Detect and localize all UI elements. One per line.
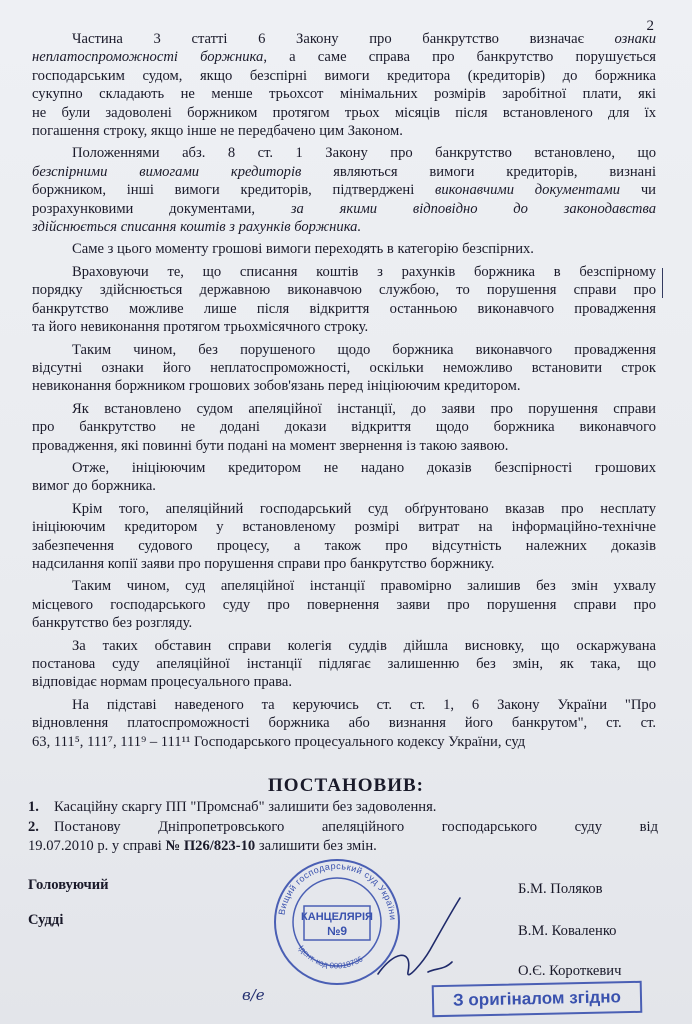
- text-line: Отже, ініціюючим кредитором не надано доказів безспірності грошових: [72, 459, 656, 476]
- text-line: відповідає нормам процесуального права.: [32, 674, 292, 691]
- paragraph: [32, 577, 656, 632]
- text-line: На підставі наведеного та керуючись ст. ст. 1, 6 Закону України "Про: [72, 696, 656, 713]
- text-line: Враховуючи те, що списання коштів з рахунків боржника в безспірному: [72, 263, 656, 280]
- text-line: Крім того, апеляційний господарський суд обґрунтовано вказав про несплату: [72, 500, 656, 517]
- text-line: та його невиконання протягом трьохмісячного строку.: [32, 319, 369, 336]
- presiding-label: Головуючий: [28, 877, 109, 893]
- resolution-item-number: 2.: [28, 819, 39, 836]
- text-line: Як встановлено судом апеляційної інстанції, до заяви про порушення справи: [72, 400, 656, 417]
- text-line: здійснюється списання коштів з рахунків боржника.: [32, 219, 362, 236]
- text-line: провадження, які повинні бути подані на момент звернення із такою заявою.: [32, 437, 509, 454]
- judges-label: Судді: [28, 912, 64, 928]
- text-line: Таким чином, без порушеного щодо боржника виконавчого провадження: [72, 341, 656, 358]
- stamp-ident-text: Ідент. код 00018736: [296, 943, 365, 971]
- resolution-item-1: [28, 798, 658, 816]
- case-number: № П26/823-10: [165, 837, 256, 854]
- text-line: розрахунковими документами, за якими відповідно до законодавства: [32, 200, 656, 217]
- text-line: боржником, інші вимоги кредиторів, підтверджені виконавчими документами чи: [32, 182, 656, 199]
- text-line: неплатоспроможності боржника, а саме справа про банкрутство порушується: [32, 49, 656, 66]
- paragraph: [32, 30, 656, 140]
- resolution-title: ПОСТАНОВИВ:: [268, 775, 424, 796]
- paragraph: [32, 400, 656, 455]
- resolution-item-text: Касаційну скаргу ПП "Промснаб" залишити без задоволення.: [54, 799, 437, 815]
- text-line: порядку здійснюється державною виконавчою службою, то порушення справи про: [32, 282, 656, 299]
- text-line: Положеннями абз. 8 ст. 1 Закону про банкрутство встановлено, що: [72, 145, 656, 162]
- text-line: безспірними вимогами кредиторів являються вимоги кредиторів, визнані: [32, 163, 657, 180]
- stamp-line-1: КАНЦЕЛЯРІЯ: [301, 911, 373, 923]
- paragraph: [32, 500, 656, 574]
- stamp-ring-text: Вищий господарський суд України: [276, 860, 399, 921]
- stamp-line-2: №9: [326, 924, 348, 938]
- text-line: вимог до боржника.: [32, 478, 156, 495]
- paragraph: [32, 637, 656, 692]
- resolution-item-number: 1.: [28, 799, 39, 815]
- text-line: постанова суду апеляційної інстанції підлягає залишенню без змін, як така, що: [32, 656, 656, 672]
- paragraph: [32, 341, 656, 396]
- copy-certified-stamp: З оригіналом згідно: [432, 981, 643, 1017]
- paragraph: [32, 459, 656, 496]
- text-line: банкрутство без розгляду.: [32, 615, 193, 632]
- resolution-item-text-line: Постанову Дніпропетровського апеляційного господарського суду від: [54, 819, 658, 836]
- text-line: про банкрутство не додані докази відкриття щодо боржника виконавчого: [32, 419, 656, 436]
- text-line: 63, 111⁵, 111⁷, 111⁹ – 111¹¹ Господарського процесуального кодексу України, суд: [32, 733, 526, 750]
- handwritten-signature: [368, 892, 478, 987]
- paragraph: [32, 263, 656, 337]
- resolution-tail-text: залишити без змін.: [255, 837, 377, 854]
- judge-name-2: В.М. Коваленко: [518, 923, 617, 939]
- resolution-item-text-line: [28, 837, 658, 855]
- margin-mark: [656, 268, 663, 298]
- svg-text:Ідент. код 00018736: [297, 944, 365, 971]
- text-line: господарським судом, якщо безспірні вимоги кредитора (кредиторів) до боржника: [32, 67, 656, 84]
- resolution-item-text: [28, 818, 658, 855]
- text-line: місцевого господарського суду про повернення заяви про порушення справи про: [32, 596, 656, 613]
- resolution-item-2: [28, 818, 658, 855]
- text-line: невиконання боржником грошових зобов'язань перед ініціюючим кредитором.: [32, 378, 521, 395]
- handwritten-mark: в/е: [242, 986, 265, 1004]
- text-line: За таких обставин справи колегія суддів дійшла висновку, що оскаржувана: [72, 637, 656, 654]
- text-line: банкрутство можливе лише після відкриття останньою виконавчого провадження: [32, 300, 656, 317]
- text-line: Таким чином, суд апеляційної інстанції правомірно залишив без змін ухвалу: [72, 578, 656, 595]
- page-number: 2: [646, 18, 654, 34]
- text-line: забезпечення судового процесу, а також про відсутність належних доказів: [32, 537, 656, 554]
- text-line: погашення строку, якщо інше не передбачено цим Законом.: [32, 123, 403, 140]
- paragraph: [32, 240, 656, 258]
- text-line: ініціюючим кредитором у встановленому розмірі витрат на інформаційно-технічне: [32, 519, 656, 536]
- judge-name-3: О.Є. Короткевич: [518, 963, 622, 979]
- document-body: [32, 30, 656, 755]
- resolution-list: [28, 798, 658, 857]
- text-line: відновлення платоспроможності боржника або визнання його банкрутом", ст. ст.: [32, 715, 656, 732]
- paragraph: [32, 144, 656, 236]
- judge-name-1: Б.М. Поляков: [518, 881, 603, 897]
- text-line: відсутні ознаки його неплатоспроможності, оскільки неможливо встановити строк: [32, 359, 656, 376]
- text-line: Частина 3 статті 6 Закону про банкрутство визначає ознаки: [72, 31, 656, 47]
- text-line: надсилання копії заяви про порушення справи про банкрутство боржнику.: [32, 555, 495, 572]
- resolution-date-text: 19.07.2010 р. у справі: [28, 837, 166, 854]
- paragraph: [32, 696, 656, 751]
- text-line: сукупно складають не менше трьохсот мінімальних розмірів заробітної плати, які: [32, 86, 656, 103]
- text-line: Саме з цього моменту грошові вимоги переходять в категорію безспірних.: [72, 241, 534, 258]
- text-line: не були задоволені боржником протягом трьох місяців після встановленого для їх: [32, 104, 656, 121]
